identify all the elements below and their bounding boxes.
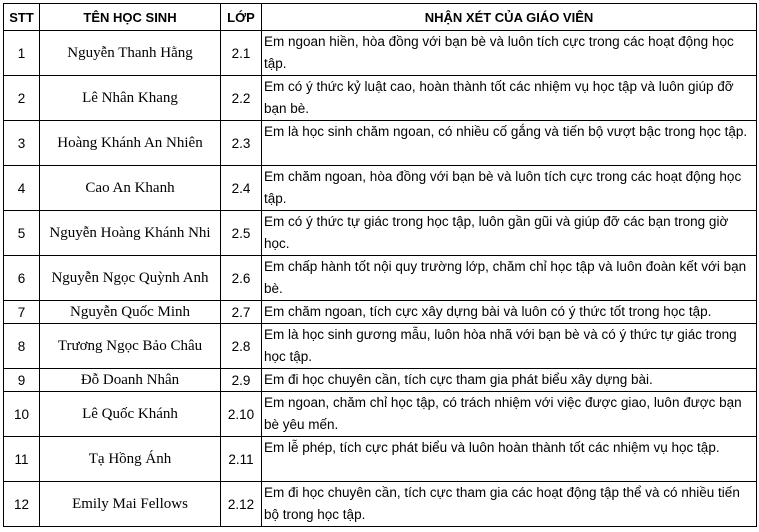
row-comment: Em ngoan hiền, hòa đồng với bạn bè và luôn tích cực trong các hoạt động học tập. — [262, 31, 757, 76]
table-row — [4, 301, 757, 324]
row-comment: Em có ý thức kỷ luật cao, hoàn thành tốt các nhiệm vụ học tập và luôn giúp đỡ bạn bè. — [262, 76, 757, 121]
row-comment: Em chăm ngoan, hòa đồng với bạn bè và luôn tích cực trong các hoạt động học tập. — [262, 166, 757, 211]
row-stt: 5 — [4, 211, 40, 256]
table-row — [4, 121, 757, 166]
row-class: 2.1 — [221, 31, 262, 76]
row-comment: Em đi học chuyên cần, tích cực tham gia các hoạt động tập thể và có nhiều tiến bộ trong học tập. — [262, 482, 757, 527]
row-stt: 12 — [4, 482, 40, 527]
row-class: 2.12 — [221, 482, 262, 527]
row-comment: Em đi học chuyên cần, tích cực tham gia phát biểu xây dựng bài. — [262, 369, 757, 392]
student-comments-table — [3, 3, 757, 527]
row-comment: Em có ý thức tự giác trong học tập, luôn gần gũi và giúp đỡ các bạn trong giờ học. — [262, 211, 757, 256]
row-comment: Em là học sinh chăm ngoan, có nhiều cố gắng và tiến bộ vượt bậc trong học tập. — [262, 121, 757, 166]
row-comment: Em lễ phép, tích cực phát biểu và luôn hoàn thành tốt các nhiệm vụ học tập. — [262, 437, 757, 482]
table-row — [4, 166, 757, 211]
row-stt: 7 — [4, 301, 40, 324]
table-row — [4, 211, 757, 256]
row-stt: 9 — [4, 369, 40, 392]
row-stt: 4 — [4, 166, 40, 211]
row-comment: Em là học sinh gương mẫu, luôn hòa nhã với bạn bè và có ý thức tự giác trong học tập. — [262, 324, 757, 369]
row-student-name: Trương Ngọc Bảo Châu — [40, 324, 221, 369]
table-row — [4, 76, 757, 121]
row-stt: 2 — [4, 76, 40, 121]
table-row — [4, 31, 757, 76]
header-stt: STT — [4, 4, 40, 31]
table-row — [4, 324, 757, 369]
row-student-name: Lê Quốc Khánh — [40, 392, 221, 437]
row-stt: 3 — [4, 121, 40, 166]
row-student-name: Nguyễn Hoàng Khánh Nhi — [40, 211, 221, 256]
table-row — [4, 437, 757, 482]
row-comment: Em chăm ngoan, tích cực xây dựng bài và luôn có ý thức tốt trong học tập. — [262, 301, 757, 324]
row-comment: Em ngoan, chăm chỉ học tập, có trách nhiệm với việc được giao, luôn được bạn bè yêu mến. — [262, 392, 757, 437]
row-student-name: Cao An Khanh — [40, 166, 221, 211]
header-class: LỚP — [221, 4, 262, 31]
row-student-name: Nguyễn Thanh Hằng — [40, 31, 221, 76]
header-student-name: TÊN HỌC SINH — [40, 4, 221, 31]
row-comment: Em chấp hành tốt nội quy trường lớp, chăm chỉ học tập và luôn đoàn kết với bạn bè. — [262, 256, 757, 301]
row-student-name: Nguyễn Ngọc Quỳnh Anh — [40, 256, 221, 301]
row-class: 2.9 — [221, 369, 262, 392]
row-class: 2.10 — [221, 392, 262, 437]
row-stt: 11 — [4, 437, 40, 482]
row-student-name: Nguyễn Quốc Minh — [40, 301, 221, 324]
row-class: 2.4 — [221, 166, 262, 211]
row-class: 2.3 — [221, 121, 262, 166]
row-class: 2.8 — [221, 324, 262, 369]
row-class: 2.2 — [221, 76, 262, 121]
row-class: 2.5 — [221, 211, 262, 256]
row-class: 2.6 — [221, 256, 262, 301]
table-row — [4, 369, 757, 392]
table-row — [4, 256, 757, 301]
row-class: 2.7 — [221, 301, 262, 324]
table-row — [4, 482, 757, 527]
table-row — [4, 392, 757, 437]
header-row — [4, 4, 757, 31]
row-class: 2.11 — [221, 437, 262, 482]
row-stt: 10 — [4, 392, 40, 437]
header-teacher-comment: NHẬN XÉT CỦA GIÁO VIÊN — [262, 4, 757, 31]
row-student-name: Emily Mai Fellows — [40, 482, 221, 527]
row-stt: 6 — [4, 256, 40, 301]
row-student-name: Tạ Hồng Ánh — [40, 437, 221, 482]
row-stt: 1 — [4, 31, 40, 76]
row-stt: 8 — [4, 324, 40, 369]
row-student-name: Hoàng Khánh An Nhiên — [40, 121, 221, 166]
row-student-name: Đỗ Doanh Nhân — [40, 369, 221, 392]
row-student-name: Lê Nhân Khang — [40, 76, 221, 121]
